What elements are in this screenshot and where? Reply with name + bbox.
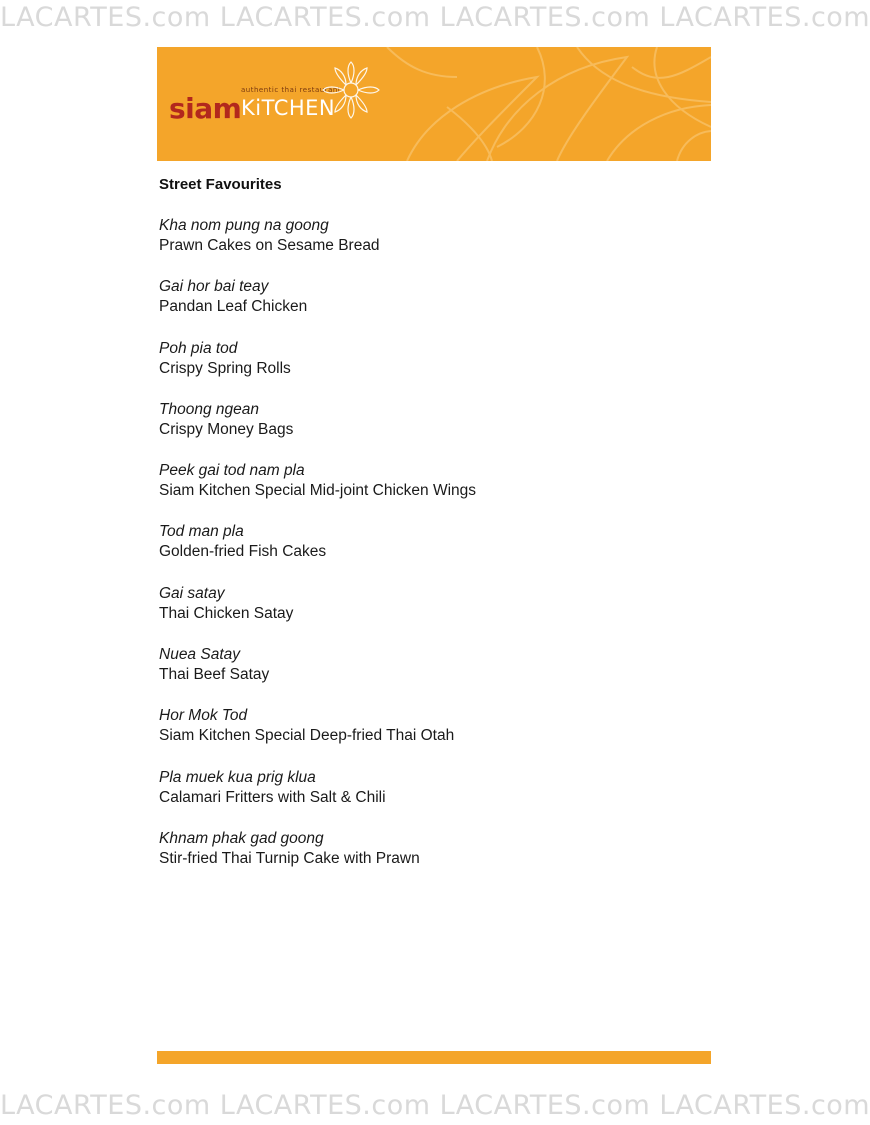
dish-english-name: Siam Kitchen Special Mid-joint Chicken Wings: [159, 482, 477, 500]
logo-tagline: authentic thai restaurant: [241, 86, 342, 94]
dish-english-name: Stir-fried Thai Turnip Cake with Prawn: [159, 849, 420, 867]
dish-thai-name: Khnam phak gad goong: [159, 829, 324, 847]
dish-thai-name: Kha nom pung na goong: [159, 217, 329, 234]
logo-brand-siam: siam: [169, 92, 242, 125]
menu-item: [159, 400, 719, 461]
dish-english-name: Crispy Spring Rolls: [159, 359, 291, 377]
menu-item: [159, 584, 719, 645]
menu-item: [159, 522, 719, 583]
menu-item: [159, 645, 719, 706]
menu-item: [159, 461, 719, 522]
dish-thai-name: Hor Mok Tod: [159, 707, 248, 725]
dish-thai-name: Poh pia tod: [159, 339, 238, 357]
menu-item: [159, 706, 719, 767]
menu-item: [159, 216, 719, 277]
dish-english-name: Golden-fried Fish Cakes: [159, 543, 327, 561]
menu-item: [159, 277, 719, 338]
logo-brand-kitchen: KiTCHEN: [241, 96, 336, 120]
footer-bar: [157, 1051, 711, 1064]
menu-item: [159, 829, 719, 890]
watermark-bottom: LACARTES.com LACARTES.com LACARTES.com LACARTES.com: [0, 1090, 870, 1121]
menu-item: [159, 768, 719, 829]
dish-english-name: Crispy Money Bags: [159, 420, 294, 438]
dish-thai-name: Gai satay: [159, 584, 225, 602]
dish-thai-name: Peek gai tod nam pla: [159, 462, 305, 480]
dish-thai-name: Tod man pla: [159, 523, 244, 541]
dish-english-name: Thai Beef Satay: [159, 666, 270, 684]
dish-thai-name: Thoong ngean: [159, 400, 259, 418]
header-banner: [157, 47, 711, 161]
watermark-top: LACARTES.com LACARTES.com LACARTES.com LACARTES.com: [0, 2, 870, 33]
dish-english-name: Thai Chicken Satay: [159, 604, 294, 622]
dish-english-name: Siam Kitchen Special Deep-fried Thai Otah: [159, 727, 455, 745]
dish-english-name: Calamari Fritters with Salt & Chili: [159, 788, 386, 806]
dish-thai-name: Pla muek kua prig klua: [159, 768, 316, 786]
menu-item: [159, 339, 719, 400]
menu-list: [159, 216, 719, 890]
dish-thai-name: Gai hor bai teay: [159, 278, 269, 296]
section-title: Street Favourites: [159, 176, 282, 193]
dish-english-name: Prawn Cakes on Sesame Bread: [159, 237, 380, 254]
dish-thai-name: Nuea Satay: [159, 646, 240, 664]
lotus-flower-icon: [319, 58, 383, 122]
dish-english-name: Pandan Leaf Chicken: [159, 298, 308, 316]
